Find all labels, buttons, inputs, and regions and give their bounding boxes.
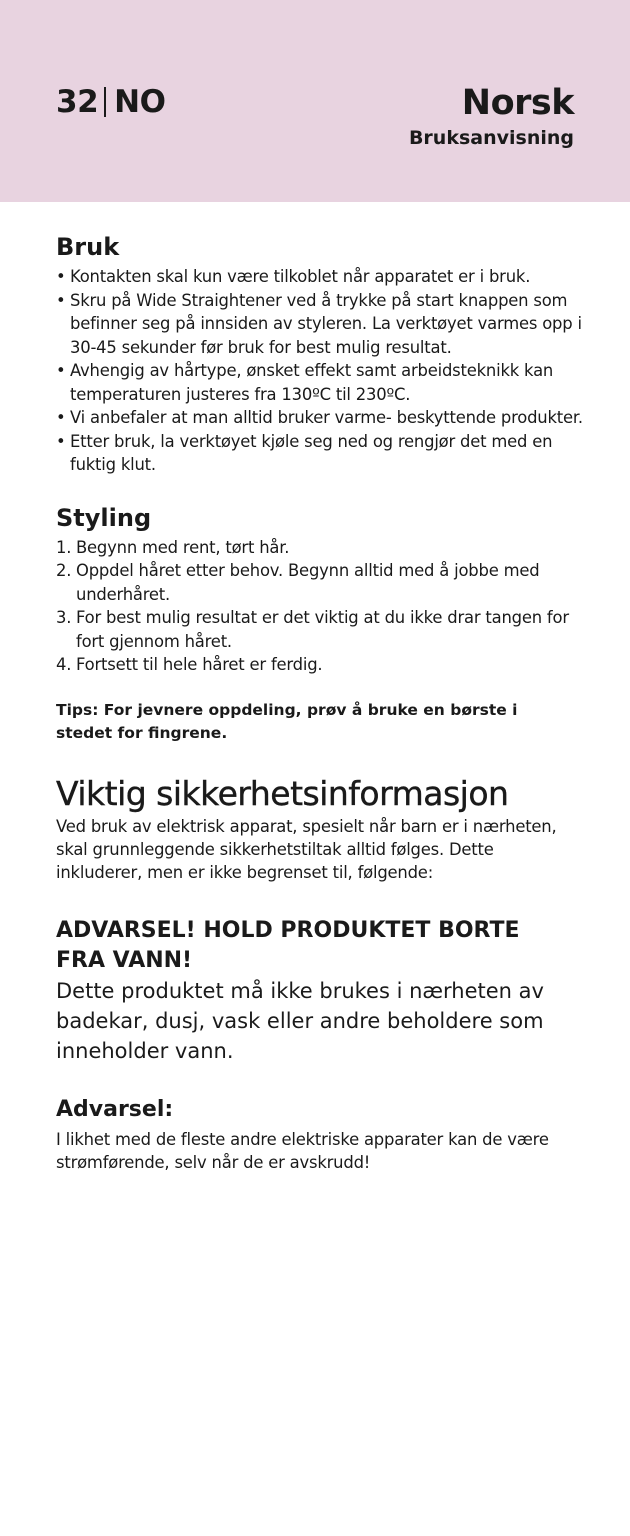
bruk-item: • Skru på Wide Straightener ved å trykke på start knappen som befinner seg på innsiden av styleren. La verktøyet varmes opp i 30-45 sekunder før bruk for best mulig resultat. [56,289,586,360]
step-number: 3. [56,608,72,627]
water-warning-body: Dette produktet må ikke brukes i nærheten av badekar, dusj, vask eller andre beholdere som inneholder vann. [56,978,544,1063]
styling-step [56,606,586,653]
step-text: Oppdel håret etter behov. Begynn alltid med å jobbe med underhåret. [76,561,540,604]
bruk-item: • Avhengig av hårtype, ønsket effekt samt arbeidsteknikk kan temperaturen justeres fra 130ºC til 230ºC. [56,359,586,406]
styling-step [56,653,586,677]
language-title: Norsk [461,83,574,123]
bruk-item: • Vi anbefaler at man alltid bruker varme- beskyttende produkter. [56,406,586,430]
styling-step [56,536,586,560]
step-text: For best mulig resultat er det viktig at du ikke drar tangen for fort gjennom håret. [76,608,569,651]
styling-steps [56,536,586,677]
step-number: 1. [56,537,72,557]
step-text: Begynn med rent, tørt hår. [76,537,290,557]
styling-step [56,559,586,606]
step-text: Fortsett til hele håret er ferdig. [76,655,323,674]
document-subtitle: Bruksanvisning [408,127,574,149]
water-warning-title: ADVARSEL! HOLD PRODUKTET BORTE FRA VANN! [56,917,520,973]
safety-heading: Viktig sikkerhetsinformasjon [56,773,509,813]
page-number-separator [104,87,106,117]
styling-heading: Styling [56,503,152,532]
step-number: 2. [56,561,72,580]
page-number: 32 [56,84,99,120]
bruk-item: • Etter bruk, la verktøyet kjøle seg ned og rengjør det med en fuktig klut. [56,430,586,477]
bruk-list [56,265,586,477]
bruk-item: • Kontakten skal kun være tilkoblet når apparatet er i bruk. [56,265,586,289]
styling-tips: Tips: For jevnere oppdeling, prøv å bruke en børste i stedet for fingrene. [56,700,518,742]
advarsel-body: I likhet med de fleste andre elektriske apparater kan de være strømførende, selv når de er avskrudd! [56,1129,549,1172]
page-content [56,232,586,1174]
page-header [0,0,630,202]
bruk-heading: Bruk [56,233,120,261]
page-number-block [56,84,165,120]
safety-intro: Ved bruk av elektrisk apparat, spesielt når barn er i nærheten, skal grunnleggende sikkerhetstiltak alltid følges. Dette inkluderer, men er ikke begrenset til, følgende: [56,816,557,882]
advarsel-heading: Advarsel: [56,1096,174,1122]
step-number: 4. [56,655,72,674]
language-code: NO [114,84,166,120]
